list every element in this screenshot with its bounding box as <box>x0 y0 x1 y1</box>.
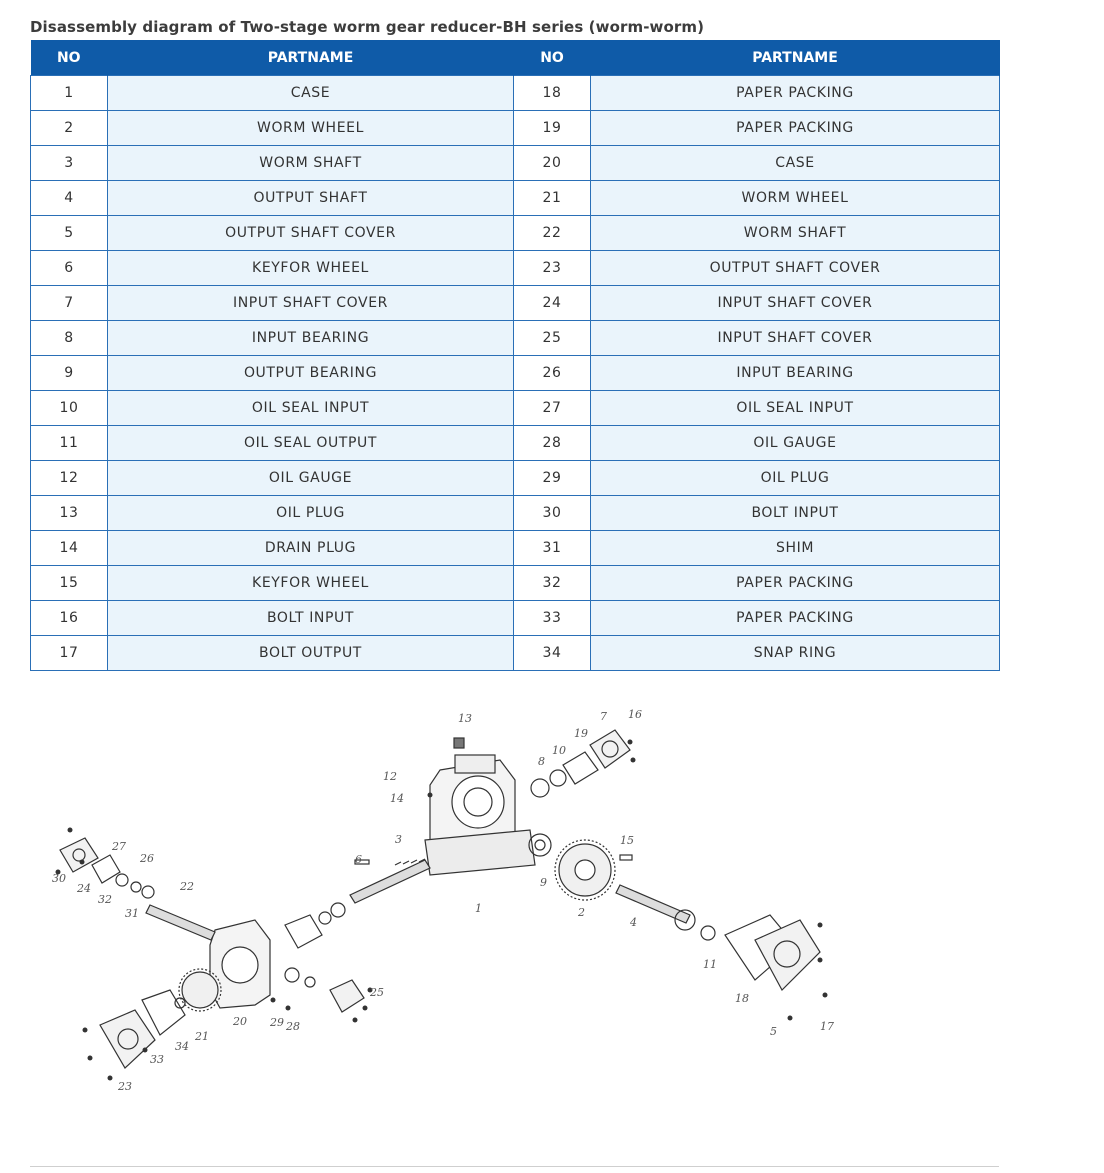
table-row <box>31 111 1000 146</box>
cell-partname-left: INPUT SHAFT COVER <box>108 286 514 321</box>
cell-partname-right: INPUT BEARING <box>591 356 1000 391</box>
worm-shaft-3 <box>350 860 430 903</box>
cell-no-right: 34 <box>514 636 591 671</box>
callout-33: 33 <box>150 1053 164 1066</box>
bottom-divider <box>30 1166 999 1167</box>
callout-20: 20 <box>233 1015 247 1028</box>
callout-16: 16 <box>628 708 642 721</box>
cell-no-left: 17 <box>31 636 108 671</box>
callout-2: 2 <box>578 906 585 919</box>
cell-partname-right: PAPER PACKING <box>591 566 1000 601</box>
output-cover-23 <box>100 1010 155 1068</box>
exploded-diagram <box>30 690 910 1130</box>
cell-partname-right: OUTPUT SHAFT COVER <box>591 251 1000 286</box>
input-cover-7 <box>590 730 630 768</box>
cell-partname-right: WORM SHAFT <box>591 216 1000 251</box>
table-header-row <box>31 40 1000 76</box>
table-row <box>31 356 1000 391</box>
table-row <box>31 601 1000 636</box>
cell-no-right: 31 <box>514 531 591 566</box>
callout-19: 19 <box>574 727 588 740</box>
bearing-8 <box>531 779 549 797</box>
cell-no-left: 10 <box>31 391 108 426</box>
callout-4: 4 <box>630 916 637 929</box>
oil-seal-10-left <box>319 912 331 924</box>
cell-partname-left: OIL PLUG <box>108 496 514 531</box>
cell-no-left: 5 <box>31 216 108 251</box>
cell-partname-right: PAPER PACKING <box>591 601 1000 636</box>
second-case-20-bore <box>222 947 258 983</box>
cell-partname-right: PAPER PACKING <box>591 76 1000 111</box>
cell-partname-left: WORM SHAFT <box>108 146 514 181</box>
cell-partname-left: OIL SEAL INPUT <box>108 391 514 426</box>
cell-no-left: 16 <box>31 601 108 636</box>
cell-no-right: 21 <box>514 181 591 216</box>
header-no-right: NO <box>514 40 591 76</box>
cell-no-left: 2 <box>31 111 108 146</box>
table-row <box>31 321 1000 356</box>
oil-seal-11 <box>701 926 715 940</box>
callout-25: 25 <box>370 986 384 999</box>
cell-partname-right: CASE <box>591 146 1000 181</box>
cell-no-right: 27 <box>514 391 591 426</box>
cell-no-right: 28 <box>514 426 591 461</box>
callout-7: 7 <box>600 710 607 723</box>
worm-wheel-21 <box>182 972 218 1008</box>
table-row <box>31 286 1000 321</box>
callout-11: 11 <box>703 958 717 971</box>
table-row <box>31 146 1000 181</box>
callout-labels <box>52 708 834 1093</box>
callout-15: 15 <box>620 834 634 847</box>
callout-18: 18 <box>735 992 749 1005</box>
callout-10: 10 <box>552 744 566 757</box>
header-no-left: NO <box>31 40 108 76</box>
header-partname-left: PARTNAME <box>108 40 514 76</box>
table-row <box>31 426 1000 461</box>
main-case-bore <box>452 776 504 828</box>
cell-no-left: 12 <box>31 461 108 496</box>
cell-no-left: 11 <box>31 426 108 461</box>
cell-no-left: 6 <box>31 251 108 286</box>
cell-no-right: 18 <box>514 76 591 111</box>
callout-9: 9 <box>540 876 547 889</box>
parts-table <box>30 40 1000 671</box>
shim-31-mid <box>305 977 315 987</box>
cell-partname-left: KEYFOR WHEEL <box>108 566 514 601</box>
callout-5: 5 <box>770 1025 777 1038</box>
table-row <box>31 566 1000 601</box>
table-row <box>31 496 1000 531</box>
packing-18-left <box>285 915 322 948</box>
cell-partname-right: OIL GAUGE <box>591 426 1000 461</box>
cell-no-right: 23 <box>514 251 591 286</box>
cell-no-right: 22 <box>514 216 591 251</box>
cell-no-right: 29 <box>514 461 591 496</box>
packing-19 <box>563 752 598 784</box>
cell-no-right: 26 <box>514 356 591 391</box>
callout-29: 29 <box>270 1016 284 1029</box>
cell-partname-left: OUTPUT SHAFT <box>108 181 514 216</box>
shim-31 <box>131 882 141 892</box>
cell-no-right: 32 <box>514 566 591 601</box>
cell-partname-right: SNAP RING <box>591 636 1000 671</box>
cell-no-right: 25 <box>514 321 591 356</box>
callout-8: 8 <box>538 755 545 768</box>
page-title: Disassembly diagram of Two-stage worm gear reducer-BH series (worm-worm) <box>30 18 705 36</box>
callout-1: 1 <box>475 902 482 915</box>
cell-partname-right: INPUT SHAFT COVER <box>591 321 1000 356</box>
key-15 <box>620 855 632 860</box>
cell-partname-left: CASE <box>108 76 514 111</box>
cell-no-left: 7 <box>31 286 108 321</box>
callout-6: 6 <box>355 853 362 866</box>
callout-14: 14 <box>390 792 404 805</box>
cell-partname-left: BOLT OUTPUT <box>108 636 514 671</box>
callout-27: 27 <box>112 840 126 853</box>
cell-partname-left: OUTPUT BEARING <box>108 356 514 391</box>
cell-partname-right: PAPER PACKING <box>591 111 1000 146</box>
table-row <box>31 251 1000 286</box>
cell-partname-left: OUTPUT SHAFT COVER <box>108 216 514 251</box>
callout-13: 13 <box>458 712 472 725</box>
cell-no-left: 15 <box>31 566 108 601</box>
input-cover-25 <box>330 980 364 1012</box>
output-shaft-4 <box>616 885 690 923</box>
oil-seal-27 <box>116 874 128 886</box>
cell-partname-left: OIL GAUGE <box>108 461 514 496</box>
table-row <box>31 391 1000 426</box>
callout-12: 12 <box>383 770 397 783</box>
cell-partname-right: INPUT SHAFT COVER <box>591 286 1000 321</box>
table-row <box>31 76 1000 111</box>
cell-partname-right: OIL PLUG <box>591 461 1000 496</box>
cell-no-right: 19 <box>514 111 591 146</box>
cell-partname-left: BOLT INPUT <box>108 601 514 636</box>
oil-plug-13 <box>454 738 464 748</box>
cell-no-right: 30 <box>514 496 591 531</box>
callout-26: 26 <box>140 852 154 865</box>
table-row <box>31 461 1000 496</box>
cell-partname-left: INPUT BEARING <box>108 321 514 356</box>
callout-24: 24 <box>77 882 91 895</box>
callout-17: 17 <box>820 1020 834 1033</box>
cell-no-left: 4 <box>31 181 108 216</box>
cell-no-right: 33 <box>514 601 591 636</box>
table-row <box>31 636 1000 671</box>
header-partname-right: PARTNAME <box>591 40 1000 76</box>
worm-shaft-22 <box>146 905 215 940</box>
cell-partname-right: SHIM <box>591 531 1000 566</box>
cell-no-left: 1 <box>31 76 108 111</box>
input-cover-24 <box>60 838 98 872</box>
table-row <box>31 181 1000 216</box>
cell-partname-left: OIL SEAL OUTPUT <box>108 426 514 461</box>
main-case-top <box>455 755 495 773</box>
bearing-26 <box>142 886 154 898</box>
cell-no-left: 13 <box>31 496 108 531</box>
bearing-8-left <box>331 903 345 917</box>
worm-wheel-2-hub <box>575 860 595 880</box>
oil-seal-10 <box>550 770 566 786</box>
callout-32: 32 <box>98 893 112 906</box>
callout-22: 22 <box>180 880 194 893</box>
cell-partname-left: KEYFOR WHEEL <box>108 251 514 286</box>
callout-3: 3 <box>395 833 402 846</box>
bearing-26-mid <box>285 968 299 982</box>
callout-21: 21 <box>195 1030 209 1043</box>
bearing-9-inner <box>535 840 545 850</box>
callout-30: 30 <box>52 872 66 885</box>
callout-28: 28 <box>286 1020 300 1033</box>
cell-no-left: 8 <box>31 321 108 356</box>
table-row <box>31 216 1000 251</box>
callout-34: 34 <box>175 1040 189 1053</box>
callout-31: 31 <box>125 907 139 920</box>
cell-partname-right: OIL SEAL INPUT <box>591 391 1000 426</box>
packing-33 <box>142 990 185 1035</box>
callout-23: 23 <box>118 1080 132 1093</box>
cell-partname-right: BOLT INPUT <box>591 496 1000 531</box>
cell-no-right: 20 <box>514 146 591 181</box>
cell-no-left: 3 <box>31 146 108 181</box>
table-row <box>31 531 1000 566</box>
cell-no-right: 24 <box>514 286 591 321</box>
cell-partname-left: DRAIN PLUG <box>108 531 514 566</box>
cell-partname-right: WORM WHEEL <box>591 181 1000 216</box>
cell-no-left: 14 <box>31 531 108 566</box>
cell-no-left: 9 <box>31 356 108 391</box>
cell-partname-left: WORM WHEEL <box>108 111 514 146</box>
